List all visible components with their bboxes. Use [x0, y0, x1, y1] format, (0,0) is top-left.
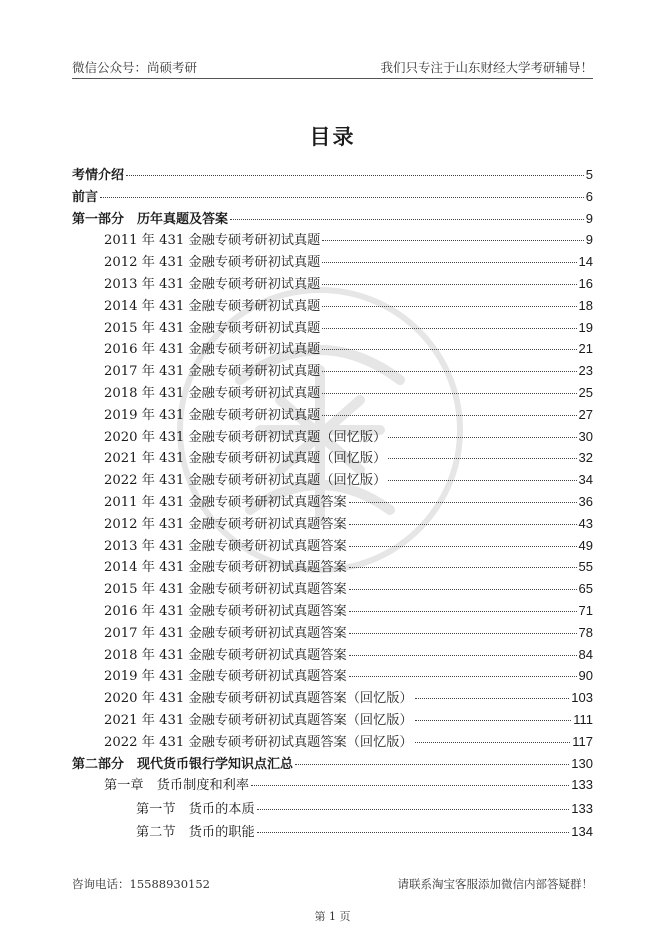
toc-dot-leader: [349, 566, 577, 568]
toc-entry-label: 2012 年 431 金融专硕考研初试真题答案: [104, 516, 347, 532]
toc-entry[interactable]: [104, 273, 593, 295]
toc-entry-page: 18: [578, 297, 593, 313]
toc-entry-page: 90: [578, 668, 593, 684]
toc-entry-label: 第一节 货币的本质: [136, 801, 255, 817]
toc-entry-page: 25: [578, 385, 593, 400]
toc-dot-leader: [126, 174, 584, 176]
toc-entry-label: 2016 年 431 金融专硕考研初试真题答案: [104, 604, 347, 619]
toc-entry-page: 84: [578, 646, 593, 662]
toc-entry-page: 34: [578, 472, 593, 488]
toc-dot-leader: [388, 436, 576, 438]
toc-dot-leader: [322, 414, 576, 416]
header-left-text: 微信公众号：尚硕考研: [72, 60, 198, 75]
toc-entry[interactable]: [104, 447, 593, 469]
toc-dot-leader: [295, 763, 569, 765]
toc-dot-leader: [257, 831, 570, 833]
toc-dot-leader: [322, 327, 576, 329]
toc-entry-label: 2011 年 431 金融专硕考研初试真题答案: [104, 495, 347, 510]
toc-dot-leader: [230, 218, 584, 220]
toc-entry[interactable]: [104, 360, 593, 382]
toc-entry-page: 133: [571, 800, 593, 816]
toc-entry-page: 27: [578, 406, 593, 422]
toc-entry-page: 103: [571, 690, 593, 706]
toc-entry[interactable]: [104, 665, 593, 687]
toc-entry-page: 14: [578, 254, 593, 270]
toc-entry-label: 2016 年 431 金融专硕考研初试真题: [104, 342, 321, 358]
toc-entry[interactable]: [104, 229, 593, 251]
toc-dot-leader: [349, 501, 577, 503]
toc-dot-leader: [322, 348, 576, 350]
toc-entry-label: 2021 年 431 金融专硕考研初试真题答案（回忆版）: [104, 713, 413, 728]
page-number: 第 1 页: [314, 910, 351, 923]
toc-entry-label: 2019 年 431 金融专硕考研初试真题: [104, 407, 321, 423]
toc-entry[interactable]: [104, 687, 593, 709]
toc-entry-page: 49: [578, 537, 593, 553]
footer-right-text: 请联系淘宝客服添加微信内部答疑群！: [397, 877, 593, 891]
toc-entry-page: 36: [578, 494, 593, 509]
toc-entry[interactable]: [72, 186, 593, 208]
header-rule: [72, 78, 593, 79]
toc-dot-leader: [349, 632, 577, 634]
toc-entry-label: 2015 年 431 金融专硕考研初试真题答案: [104, 582, 347, 598]
toc-dot-leader: [349, 675, 577, 677]
toc-entry-label: 2013 年 431 金融专硕考研初试真题: [104, 277, 321, 292]
toc-entry-label: 2013 年 431 金融专硕考研初试真题答案: [104, 538, 347, 554]
toc-dot-leader: [322, 283, 576, 285]
toc-entry-label: 前言: [72, 189, 99, 205]
toc-entry[interactable]: [72, 208, 593, 230]
toc-entry[interactable]: [104, 491, 593, 513]
toc-entry-label: 第二节 货币的职能: [136, 825, 255, 841]
toc-entry-label: 2020 年 431 金融专硕考研初试真题（回忆版）: [104, 429, 387, 445]
toc-entry-page: 9: [585, 232, 593, 248]
toc-entry-label: 2014 年 431 金融专硕考研初试真题答案: [104, 560, 347, 576]
toc-entry-page: 78: [578, 624, 593, 640]
toc-entry-page: 21: [578, 341, 593, 357]
toc-entry[interactable]: [104, 469, 593, 491]
toc-entry[interactable]: [104, 317, 593, 339]
toc-entry-label: 第二部分 现代货币银行学知识点汇总: [72, 756, 294, 772]
toc-entry[interactable]: [104, 731, 593, 753]
toc-entry[interactable]: [136, 821, 593, 843]
toc-entry-label: 2017 年 431 金融专硕考研初试真题答案: [104, 625, 347, 641]
toc-entry[interactable]: [104, 600, 593, 622]
toc-entry[interactable]: [104, 404, 593, 426]
toc-entry[interactable]: [104, 774, 593, 796]
toc-entry-page: 32: [578, 450, 593, 466]
toc-entry-page: 19: [578, 319, 593, 335]
toc-dot-leader: [349, 545, 577, 547]
toc-entry-label: 2017 年 431 金融专硕考研初试真题: [104, 364, 321, 380]
page-header: [72, 56, 593, 78]
toc-dot-leader: [415, 719, 572, 721]
toc-entry[interactable]: [104, 644, 593, 666]
toc-dot-leader: [322, 239, 583, 241]
toc-dot-leader: [349, 588, 577, 590]
toc-dot-leader: [349, 610, 577, 612]
toc-entry-page: 5: [585, 167, 593, 182]
toc-entry-label: 2015 年 431 金融专硕考研初试真题: [104, 320, 321, 336]
toc-entry[interactable]: [104, 535, 593, 557]
toc-entry-page: 133: [571, 777, 593, 793]
toc-entry-label: 2018 年 431 金融专硕考研初试真题答案: [104, 647, 347, 663]
toc-entry[interactable]: [104, 709, 593, 731]
toc-entry-label: 第一部分 历年真题及答案: [72, 211, 229, 227]
toc-entry[interactable]: [104, 251, 593, 273]
footer-contact-text: 咨询电话：15588930152: [72, 877, 210, 891]
toc-entry-label: 第一章 货币制度和利率: [104, 778, 250, 794]
toc-entry-page: 117: [572, 733, 593, 749]
toc-dot-leader: [100, 196, 584, 198]
toc-entry-label: 2014 年 431 金融专硕考研初试真题: [104, 298, 321, 314]
toc-entry[interactable]: [104, 338, 593, 360]
toc-entry-label: 2022 年 431 金融专硕考研初试真题（回忆版）: [104, 473, 387, 489]
toc-entry-label: 2011 年 431 金融专硕考研初试真题: [104, 233, 321, 249]
toc-entry[interactable]: [104, 622, 593, 644]
toc-entry-page: 30: [578, 428, 593, 444]
toc-entry-label: 2018 年 431 金融专硕考研初试真题: [104, 386, 321, 401]
toc-entry-page: 130: [571, 755, 593, 771]
toc-entry-page: 6: [585, 188, 593, 204]
toc-dot-leader: [322, 392, 576, 394]
toc-entry[interactable]: [136, 798, 593, 820]
toc-dot-leader: [257, 808, 570, 810]
toc-entry-label: 2019 年 431 金融专硕考研初试真题答案: [104, 669, 347, 685]
toc-entry-page: 134: [571, 824, 593, 840]
page-title: 目录: [309, 125, 356, 149]
toc-dot-leader: [388, 479, 576, 481]
toc-dot-leader: [349, 523, 577, 525]
toc-entry-page: 55: [578, 559, 593, 575]
toc-entry[interactable]: [72, 164, 593, 186]
toc-dot-leader: [349, 654, 577, 656]
toc-entry-page: 16: [578, 276, 593, 291]
toc-entry[interactable]: [104, 295, 593, 317]
toc-entry-page: 71: [578, 603, 593, 618]
toc-dot-leader: [322, 261, 576, 263]
toc-dot-leader: [415, 697, 570, 699]
toc-entry[interactable]: [104, 426, 593, 448]
toc-entry-page: 9: [585, 210, 593, 226]
toc-dot-leader: [322, 305, 576, 307]
toc-dot-leader: [415, 741, 571, 743]
toc-entry[interactable]: [72, 753, 593, 775]
toc-entry-label: 2021 年 431 金融专硕考研初试真题（回忆版）: [104, 451, 387, 467]
toc-dot-leader: [388, 457, 576, 459]
toc-entry-page: 43: [578, 515, 593, 531]
toc-dot-leader: [322, 370, 576, 372]
toc-entry[interactable]: [104, 513, 593, 535]
toc-entry-label: 2020 年 431 金融专硕考研初试真题答案（回忆版）: [104, 691, 413, 707]
toc-entry-page: 23: [578, 363, 593, 379]
header-right-text: 我们只专注于山东财经大学考研辅导！: [380, 60, 593, 75]
toc-dot-leader: [251, 784, 569, 786]
toc-entry[interactable]: [104, 382, 593, 404]
toc-entry-page: 65: [578, 581, 593, 597]
toc-entry-label: 2022 年 431 金融专硕考研初试真题答案（回忆版）: [104, 734, 413, 750]
toc-entry-label: 2012 年 431 金融专硕考研初试真题: [104, 255, 321, 271]
toc-entry-label: 考情介绍: [72, 168, 125, 183]
toc-entry[interactable]: [104, 578, 593, 600]
toc-entry[interactable]: [104, 556, 593, 578]
toc-entry-page: 111: [573, 712, 593, 727]
